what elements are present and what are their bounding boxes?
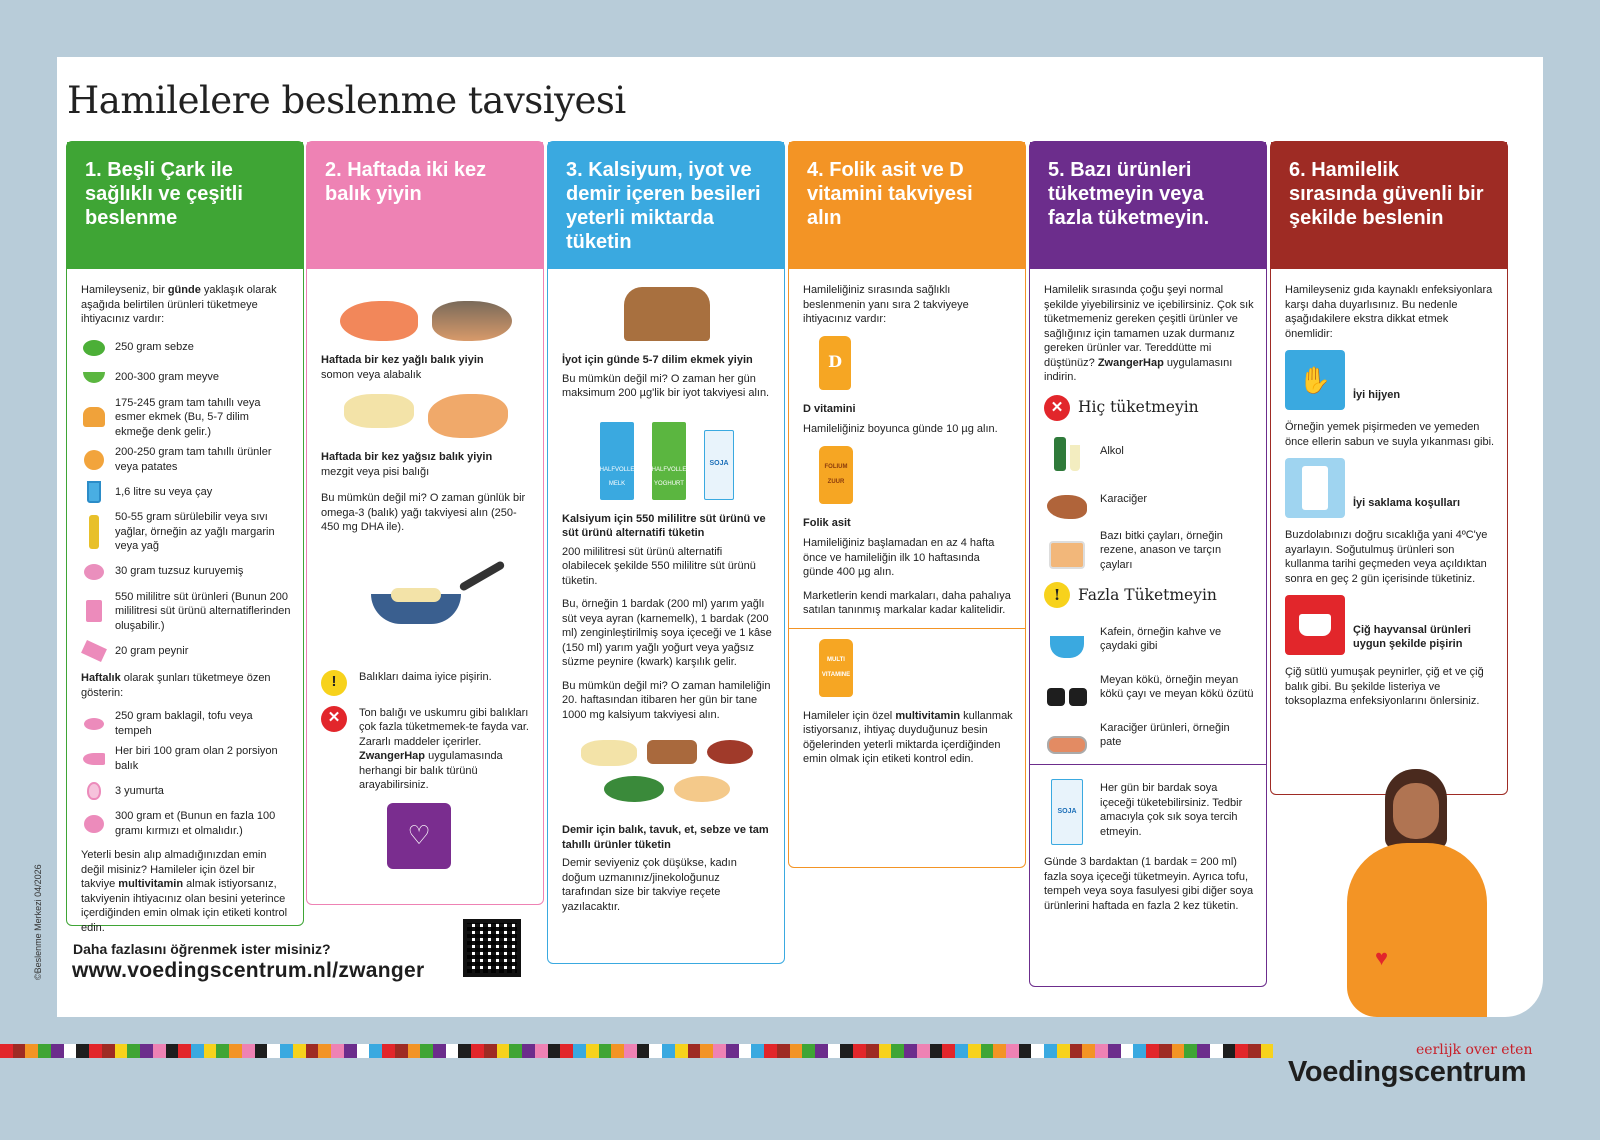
column-avoid-products	[1029, 141, 1267, 987]
bread-loaf-icon	[624, 287, 710, 341]
vegetable-icon	[81, 336, 107, 360]
stripe-segment	[357, 1044, 370, 1058]
stripe-segment	[344, 1044, 357, 1058]
column-1-intro: Hamileyseniz, bir günde yaklaşık olarak aşağıda belirtilen ürünleri tüketmeye ihtiyacınız vardır:	[81, 284, 277, 325]
stripe-segment	[1159, 1044, 1172, 1058]
stripe-segment	[191, 1044, 204, 1058]
cooking-text: Çiğ sütlü yumuşak peynirler, çiğ et ve çiğ balık gibi. Bu şekilde listeriya ve toksoplazma enfeksiyonlarını önlersiniz.	[1285, 666, 1484, 707]
stripe-segment	[955, 1044, 968, 1058]
storage-item: İyi saklama koşulları	[1285, 458, 1495, 518]
list-item: Meyan kökü, örneğin meyan kökü çayı ve meyan kökü özütü	[1044, 668, 1254, 706]
stripe-segment	[637, 1044, 650, 1058]
stripe-segment	[509, 1044, 522, 1058]
stripe-segment	[1261, 1044, 1274, 1058]
brand-logo: Voedingscentrum	[1288, 1056, 1527, 1088]
list-item: 30 gram tuzsuz kuruyemiş	[81, 560, 291, 584]
cooking-item: Çiğ hayvansal ürünleri uygun şekilde pişirin	[1285, 595, 1495, 655]
multivitamin-icon: MULTI VITAMINE	[819, 639, 853, 697]
stripe-segment	[25, 1044, 38, 1058]
exclamation-icon: !	[321, 670, 347, 696]
stripe-segment	[802, 1044, 815, 1058]
column-5-heading: 5. Bazı ürünleri tüketmeyin veya fazla tüketmeyin.	[1030, 142, 1266, 269]
salmon-icon	[340, 301, 418, 341]
list-item: Karaciğer ürünleri, örneğin pate	[1044, 716, 1254, 754]
list-item: Alkol	[1044, 433, 1254, 471]
stripe-segment	[1070, 1044, 1083, 1058]
column-6-heading: 6. Hamilelik sırasında güvenli bir şekilde beslenin	[1271, 142, 1507, 269]
cross-icon: ✕	[1044, 395, 1070, 421]
fatty-fish-title: Haftada bir kez yağlı balık yiyin	[321, 354, 484, 366]
stripe-segment	[930, 1044, 943, 1058]
stripe-segment	[1133, 1044, 1146, 1058]
iodine-text: Bu mümkün değil mi? O zaman her gün maksimum 200 µg'lik bir iyot takviyesi alın.	[562, 372, 770, 399]
vitamin-d-title: D vitamini	[803, 402, 856, 415]
beans-icon	[81, 712, 107, 736]
list-item: 50-55 gram sürülebilir veya sıvı yağlar, örneğin az yağlı margarin veya yağ	[81, 510, 291, 554]
stripe-segment	[318, 1044, 331, 1058]
stripe-segment	[688, 1044, 701, 1058]
stripe-segment	[267, 1044, 280, 1058]
stripe-segment	[917, 1044, 930, 1058]
iron-foods-illustration	[562, 731, 772, 811]
vitamin-d-text: Hamileliğiniz boyunca günde 10 µg alın.	[803, 423, 998, 435]
cooking-pot-icon	[1285, 595, 1345, 655]
frying-pan-illustration	[321, 544, 531, 664]
website-link[interactable]: www.voedingscentrum.nl/zwanger	[72, 959, 425, 982]
pasta-icon	[647, 740, 697, 764]
water-glass-icon	[81, 480, 107, 504]
hand-washing-icon: ✋	[1285, 350, 1345, 410]
stripe-segment	[548, 1044, 561, 1058]
calcium-text-2: Bu, örneğin 1 bardak (200 ml) yarım yağlı süt veya ayran (karnemelk), 1 bardak (200 ml) zenginleştirilmiş soya içeceği ve 1 kâse (150 ml) yarım yağlı yoğurt veya yağsız süzme peynire (kwark) karşılık gelir.	[562, 598, 772, 668]
lean-fish-title: Haftada bir kez yağsız balık yiyin	[321, 451, 493, 463]
stripe-segment	[649, 1044, 662, 1058]
stripe-segment	[216, 1044, 229, 1058]
stripe-segment	[408, 1044, 421, 1058]
stripe-segment	[1082, 1044, 1095, 1058]
stripe-segment	[1095, 1044, 1108, 1058]
stripe-segment	[458, 1044, 471, 1058]
soy-limit-text: Günde 3 bardaktan (1 bardak = 200 ml) fazla soya içeceği tüketmeyin. Ayrıca tofu, tempeh veya soya fasulyesi gibi diğer soya ürünlerini haftada en fazla 2 kez tüketin.	[1044, 856, 1254, 912]
stripe-segment	[64, 1044, 77, 1058]
color-stripe	[0, 1044, 1274, 1058]
column-folic-vitamin-d	[788, 141, 1026, 868]
haddock-icon	[344, 394, 414, 428]
vitamin-d-bottle	[819, 336, 1013, 390]
list-item: 3 yumurta	[81, 779, 291, 803]
stripe-segment	[0, 1044, 13, 1058]
poster	[57, 57, 1543, 1017]
liver-icon	[1044, 481, 1090, 519]
multivitamin-text: Hamileler için özel multivitamin kullanmak istiyorsanız, ihtiyaç duyduğunuz besin öğelerinden yeterli miktarda içerdiğinden emin olmak için etiketi kontrol edin.	[803, 709, 1013, 765]
column-4-intro: Hamileliğiniz sırasında sağlıklı beslenmenin yanı sıra 2 takviyeye ihtiyacınız vardır:	[803, 284, 969, 325]
stripe-segment	[1248, 1044, 1261, 1058]
egg-icon	[81, 779, 107, 803]
exclamation-icon: !	[1044, 582, 1070, 608]
stripe-segment	[853, 1044, 866, 1058]
stripe-segment	[726, 1044, 739, 1058]
cross-icon: ✕	[321, 706, 347, 732]
calcium-title: Kalsiyum için 550 mililitre süt ürünü ve süt ürünü alternatifi tüketin	[562, 512, 766, 539]
stripe-segment	[471, 1044, 484, 1058]
list-item: 1,6 litre su veya çay	[81, 480, 291, 504]
page-title: Hamilelere beslenme tavsiyesi	[67, 79, 626, 122]
soy-carton-icon: SOJA	[704, 430, 734, 500]
column-6-intro: Hamileyseniz gıda kaynaklı enfeksiyonlara karşı daha duyarlısınız. Bu nedenle aşağıdakilere ekstra dikkat etmek önemlidir:	[1285, 284, 1493, 340]
soy-carton-icon: SOJA	[1044, 775, 1090, 845]
spinach-icon	[604, 776, 664, 802]
less-consume-heading: ! Fazla Tüketmeyin	[1044, 582, 1254, 608]
brand-tagline: eerlijk over eten	[1416, 1042, 1533, 1058]
meat-icon	[81, 812, 107, 836]
stripe-segment	[242, 1044, 255, 1058]
stripe-segment	[484, 1044, 497, 1058]
calcium-text-3: Bu mümkün değil mi? O zaman hamileliğin 20. haftasından itibaren her gün bir tane 1000 mg kalsiyum takviyesi alın.	[562, 679, 771, 721]
milk-carton-icon	[81, 599, 107, 623]
stripe-segment	[1210, 1044, 1223, 1058]
hygiene-item: ✋ İyi hijyen	[1285, 350, 1495, 410]
stripe-segment	[1146, 1044, 1159, 1058]
stripe-segment	[790, 1044, 803, 1058]
column-fish	[306, 141, 544, 905]
cook-fish-warning: ! Balıkları daima iyice pişirin.	[321, 670, 531, 696]
stripe-segment	[624, 1044, 637, 1058]
stripe-segment	[751, 1044, 764, 1058]
stripe-segment	[331, 1044, 344, 1058]
stripe-segment	[535, 1044, 548, 1058]
iodine-title: İyot için günde 5-7 dilim ekmek yiyin	[562, 354, 753, 366]
column-4-heading: 4. Folik asit ve D vitamini takviyesi alın	[789, 142, 1025, 269]
stripe-segment	[522, 1044, 535, 1058]
fish-icon	[81, 747, 107, 771]
bread-illustration	[562, 283, 772, 341]
stripe-segment	[764, 1044, 777, 1058]
milk-carton-icon: HALFVOLLE MELK	[600, 422, 634, 500]
oil-bottle-icon	[81, 520, 107, 544]
nuts-icon	[81, 560, 107, 584]
vitamin-d-icon: D	[819, 336, 851, 390]
column-balanced-diet	[66, 141, 304, 934]
stripe-segment	[675, 1044, 688, 1058]
tuna-warning: ✕ Ton balığı ve uskumru gibi balıkları çok fazla tüketmemek-te fayda var. Zararlı maddeler içerirler. ZwangerHap uygulamasında herhangi bir balık türünü arayabilirsiniz.	[321, 706, 531, 793]
herbal-tea-icon	[1044, 531, 1090, 569]
fridge-icon	[1285, 458, 1345, 518]
stripe-segment	[420, 1044, 433, 1058]
stripe-segment	[89, 1044, 102, 1058]
stripe-segment	[599, 1044, 612, 1058]
stripe-segment	[891, 1044, 904, 1058]
folic-acid-icon: FOLIUM ZUUR	[819, 446, 853, 504]
stripe-segment	[815, 1044, 828, 1058]
iron-text: Demir seviyeniz çok düşükse, kadın doğum uzmanınız/jinekoloğunuz tarafından size bir takviye reçete yazılacaktır.	[562, 857, 737, 913]
column-calcium-iodine-iron	[547, 141, 785, 964]
stripe-segment	[433, 1044, 446, 1058]
stripe-segment	[573, 1044, 586, 1058]
stripe-segment	[51, 1044, 64, 1058]
stripe-segment	[1223, 1044, 1236, 1058]
cheese-icon	[81, 639, 107, 663]
folic-acid-text: Hamileliğiniz başlamadan en az 4 hafta önce ve hamileliğin ilk 10 haftasında günde 400 µg alın.	[803, 537, 995, 578]
list-item: 20 gram peynir	[81, 639, 291, 663]
pate-tin-icon	[1044, 716, 1090, 754]
stripe-segment	[140, 1044, 153, 1058]
never-consume-heading: ✕ Hiç tüketmeyin	[1044, 395, 1254, 421]
calcium-text-1: 200 mililitresi süt ürünü alternatifi olabilecek şekilde 550 mililitre süt ürünü tüketin.	[562, 545, 756, 587]
stripe-segment	[1184, 1044, 1197, 1058]
stripe-segment	[840, 1044, 853, 1058]
stripe-segment	[127, 1044, 140, 1058]
stripe-segment	[1235, 1044, 1248, 1058]
licorice-icon	[1044, 668, 1090, 706]
dairy-illustration	[562, 410, 772, 500]
stripe-segment	[942, 1044, 955, 1058]
stripe-segment	[700, 1044, 713, 1058]
iron-title: Demir için balık, tavuk, et, sebze ve tam tahıllı ürünler tüketin	[562, 824, 769, 851]
pregnant-woman-illustration: ♥	[1337, 769, 1507, 1017]
more-info-question: Daha fazlasını öğrenmek ister misiniz?	[73, 941, 331, 957]
stripe-segment	[293, 1044, 306, 1058]
stripe-segment	[879, 1044, 892, 1058]
stripe-segment	[76, 1044, 89, 1058]
stripe-segment	[586, 1044, 599, 1058]
stripe-segment	[1019, 1044, 1032, 1058]
list-item: Karaciğer	[1044, 481, 1254, 519]
column-1-outro: Yeterli besin alıp almadığınızdan emin değil misiniz? Hamileler için özel bir takviye multivitamin almak istiyorsanız, takviyenin ihtiyacınız olan besini yeterince içerdiğinden emin olmak için etiketi kontrol edin.	[81, 849, 288, 934]
list-item: 250 gram baklagil, tofu veya tempeh	[81, 709, 291, 738]
stripe-segment	[662, 1044, 675, 1058]
stripe-segment	[1108, 1044, 1121, 1058]
column-1-heading: 1. Beşli Çark ile sağlıklı ve çeşitli beslenme	[67, 142, 303, 269]
folic-acid-title: Folik asit	[803, 516, 851, 529]
stripe-segment	[993, 1044, 1006, 1058]
fatty-fish-illustration	[321, 301, 531, 341]
stripe-segment	[968, 1044, 981, 1058]
stripe-segment	[713, 1044, 726, 1058]
coffee-cup-icon	[1044, 620, 1090, 658]
list-item: 300 gram et (Bunun en fazla 100 gramı kırmızı et olmalıdır.)	[81, 809, 291, 838]
list-item: Kafein, örneğin kahve ve çaydaki gibi	[1044, 620, 1254, 658]
stripe-segment	[229, 1044, 242, 1058]
soy-drink-item: SOJA Her gün bir bardak soya içeceği tüketebilirsiniz. Tedbir amacıyla çok sık soya tercih etmeyin.	[1044, 775, 1254, 845]
column-3-heading: 3. Kalsiyum, iyot ve demir içeren besileri yeterli miktarda tüketin	[548, 142, 784, 269]
column-food-safety	[1270, 141, 1508, 795]
stripe-segment	[369, 1044, 382, 1058]
column-2-heading: 2. Haftada iki kez balık yiyin	[307, 142, 543, 269]
list-item: Her biri 100 gram olan 2 porsiyon balık	[81, 744, 291, 773]
trout-icon	[432, 301, 512, 341]
stripe-segment	[1121, 1044, 1134, 1058]
stripe-segment	[382, 1044, 395, 1058]
stripe-segment	[497, 1044, 510, 1058]
stripe-segment	[1044, 1044, 1057, 1058]
omega-text: Bu mümkün değil mi? O zaman günlük bir omega-3 (balık) yağı takviyesi alın (250-450 mg DHA ile).	[321, 492, 526, 533]
stripe-segment	[395, 1044, 408, 1058]
stripe-segment	[560, 1044, 573, 1058]
stripe-segment	[446, 1044, 459, 1058]
steak-icon	[707, 740, 753, 764]
stripe-segment	[1031, 1044, 1044, 1058]
multivitamin-bottle	[819, 639, 1013, 697]
list-item: 550 mililitre süt ürünleri (Bunun 200 mililitresi süt ürünü alternatiflerinden oluşabilir.)	[81, 590, 291, 634]
bread-icon	[81, 405, 107, 429]
column-5-intro: Hamilelik sırasında çoğu şeyi normal şekilde yiyebilirsiniz ve içebilirsiniz. Çok sık tüketmemeniz gereken çeşitli ürünler ve sağlığınız için tamamen uzak durmanız gereken ürünler var. Tereddütte mi düştünüz? ZwangerHap uygulamasını indirin.	[1044, 284, 1254, 383]
stripe-segment	[1197, 1044, 1210, 1058]
stripe-segment	[904, 1044, 917, 1058]
stripe-segment	[102, 1044, 115, 1058]
chicken-icon	[674, 776, 730, 802]
pasta-icon	[81, 448, 107, 472]
weekly-intro: Haftalık olarak şunları tüketmeye özen gösterin:	[81, 672, 271, 699]
stripe-segment	[204, 1044, 217, 1058]
melon-icon	[81, 366, 107, 390]
lean-fish-illustration	[321, 394, 531, 438]
list-item: 250 gram sebze	[81, 336, 291, 360]
stripe-segment	[280, 1044, 293, 1058]
stripe-segment	[178, 1044, 191, 1058]
stripe-segment	[255, 1044, 268, 1058]
stripe-segment	[306, 1044, 319, 1058]
stripe-segment	[777, 1044, 790, 1058]
stripe-segment	[1057, 1044, 1070, 1058]
stripe-segment	[38, 1044, 51, 1058]
list-item: 200-250 gram tam tahıllı ürünler veya patates	[81, 445, 291, 474]
hygiene-text: Örneğin yemek pişirmeden ve yemeden önce ellerin sabun ve suyla yıkanması gibi.	[1285, 421, 1495, 448]
brands-text: Marketlerin kendi markaları, daha pahalıya satılan tanınmış markalar kadar kalitelidir.	[803, 589, 1011, 616]
yoghurt-carton-icon: HALFVOLLE YOGHURT	[652, 422, 686, 500]
stripe-segment	[13, 1044, 26, 1058]
stripe-segment	[115, 1044, 128, 1058]
stripe-segment	[981, 1044, 994, 1058]
stripe-segment	[153, 1044, 166, 1058]
fish-icon	[581, 740, 637, 766]
stripe-segment	[166, 1044, 179, 1058]
lean-fish-examples: mezgit veya pisi balığı	[321, 465, 430, 478]
plaice-icon	[428, 394, 508, 438]
list-item: 175-245 gram tam tahıllı veya esmer ekmek (Bu, 5-7 dilim ekmeğe denk gelir.)	[81, 396, 291, 440]
qr-code[interactable]	[463, 919, 521, 977]
stripe-segment	[739, 1044, 752, 1058]
stripe-segment	[611, 1044, 624, 1058]
fatty-fish-examples: somon veya alabalık	[321, 368, 422, 381]
stripe-segment	[1006, 1044, 1019, 1058]
copyright: ©Beslenme Merkezi 04/2026	[33, 864, 43, 980]
list-item: Bazı bitki çayları, örneğin rezene, anason ve tarçın çayları	[1044, 529, 1254, 573]
zwangerhap-app-icon[interactable]: ♡	[387, 803, 451, 869]
stripe-segment	[1172, 1044, 1185, 1058]
stripe-segment	[828, 1044, 841, 1058]
alcohol-icon	[1044, 433, 1090, 471]
storage-text: Buzdolabınızı doğru sıcaklığa yani 4ºC'ye ayarlayın. Soğutulmuş ürünleri son kullanma tarihi geçmeden veya açıldıktan sonra en geç 2 gün içerisinde tüketiniz.	[1285, 529, 1488, 585]
folic-acid-bottle	[819, 446, 1013, 504]
list-item: 200-300 gram meyve	[81, 366, 291, 390]
stripe-segment	[866, 1044, 879, 1058]
